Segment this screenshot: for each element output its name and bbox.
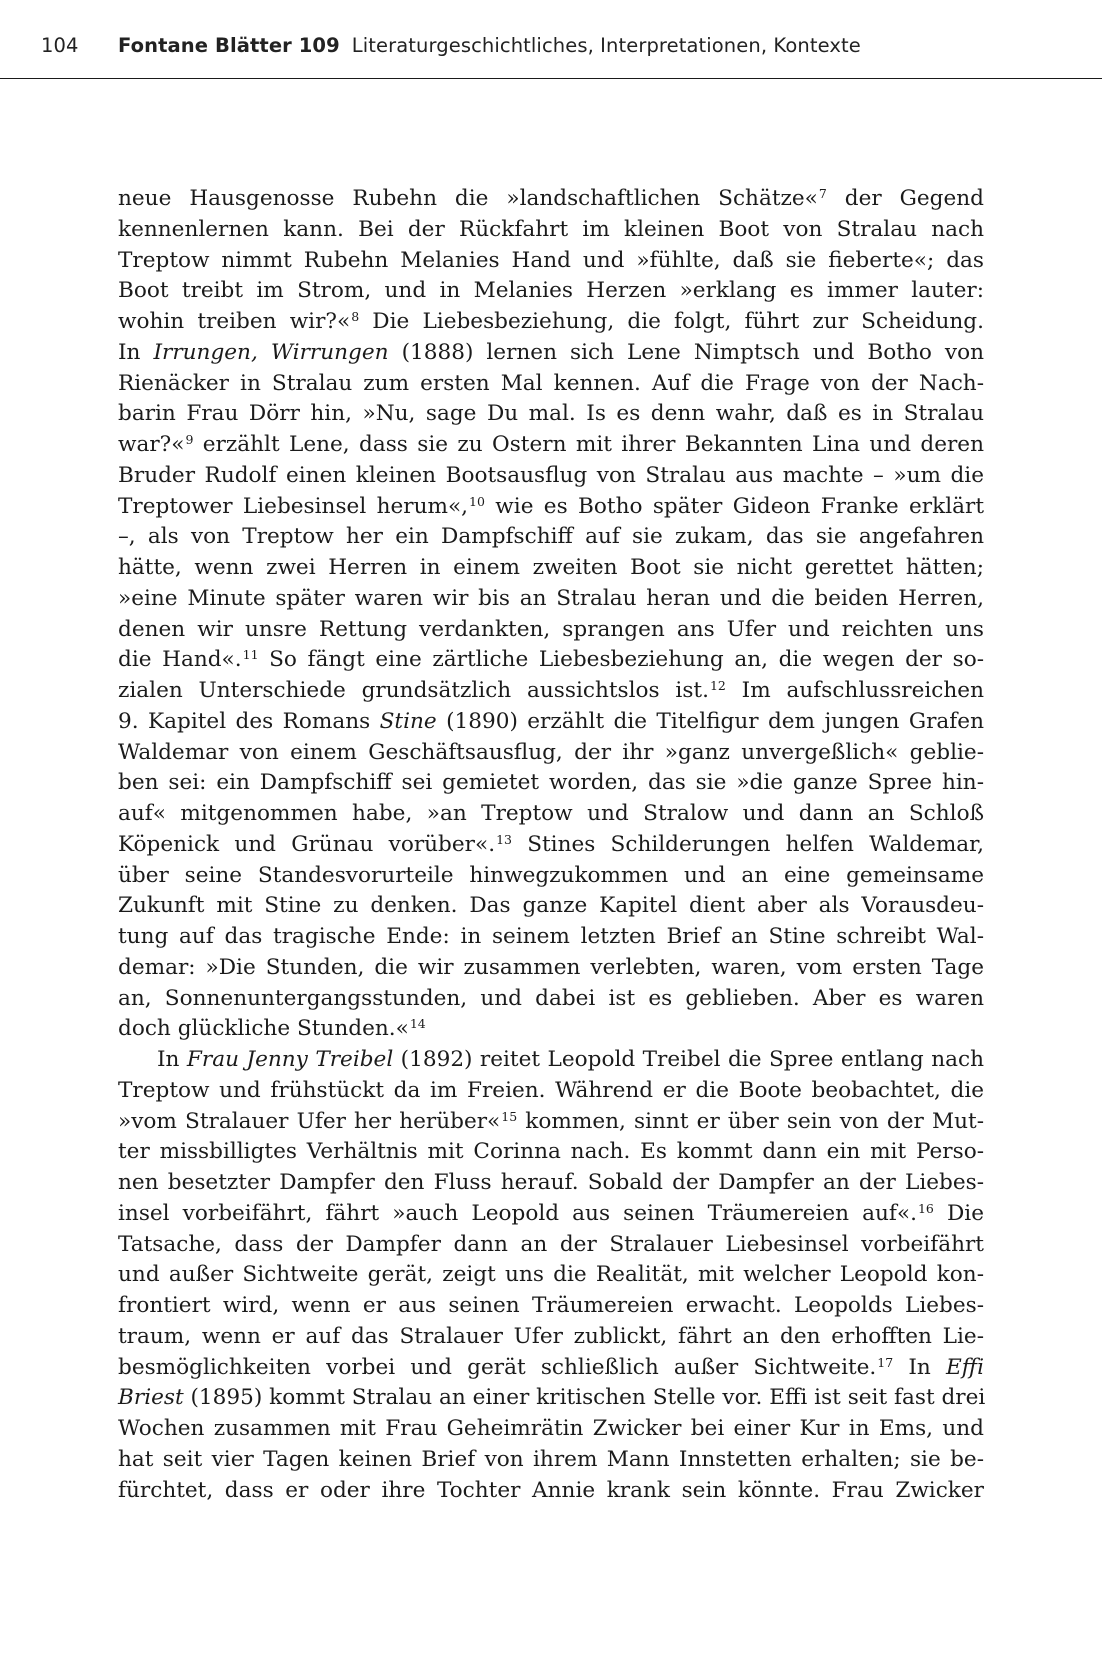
footnote-ref: 8	[351, 309, 360, 324]
body-text	[118, 184, 984, 1506]
text-line: insel vorbeifährt, fährt »auch Leopold aus seinen Träumereien auf«.$^{16}$ Die	[118, 1200, 984, 1226]
text-line: traum, wenn er auf das Stralauer Ufer zublickt, fährt an den erhofften Lie-	[118, 1323, 984, 1349]
text-line: tung auf das tragische Ende: in seinem letzten Brief an Stine schreibt Wal-	[118, 924, 984, 949]
text-line: frontiert wird, wenn er aus seinen Träumereien erwacht. Leopolds Liebes-	[118, 1293, 984, 1318]
text-line: auf« mitgenommen habe, »an Treptow und Stralow und dann an Schloß	[118, 801, 984, 826]
footnote-ref: 13	[496, 831, 512, 847]
text-line: hat seit vier Tagen keinen Brief von ihrem Mann Innstetten erhalten; sie be-	[118, 1446, 984, 1472]
text-line: über seine Standesvorurteile hinwegzukommen und an eine gemeinsame	[118, 862, 984, 888]
text-line: zialen Unterschiede grundsätzlich aussichtslos ist.$^{12}$ Im aufschlussreichen	[118, 678, 984, 703]
text-line: –, als von Treptow her ein Dampfschiff auf sie zukam, das sie angefahren	[118, 524, 984, 550]
text-line: kennenlernen kann. Bei der Rückfahrt im kleinen Boot von Stralau nach	[118, 216, 984, 242]
text-line: Zukunft mit Stine zu denken. Das ganze Kapitel dient aber als Vorausdeu-	[118, 893, 984, 919]
text-line: nen besetzter Dampfer den Fluss herauf. Sobald der Dampfer an der Liebes-	[118, 1170, 984, 1195]
work-title: Frau Jenny Treibel	[186, 1047, 394, 1072]
text-line: ben sei: ein Dampfschiff sei gemietet worden, das sie »die ganze Spree hin-	[118, 770, 984, 796]
text-line: neue Hausgenosse Rubehn die »landschaftlichen Schätze«$^7$ der Gegend	[118, 186, 984, 211]
text-line: barin Frau Dörr hin, »Nu, sage Du mal. Is es denn wahr, daß es in Stralau	[118, 401, 984, 427]
text-line: Boot treibt im Strom, und in Melanies Herzen »erklang es immer lauter:	[118, 278, 984, 304]
text-line: »vom Stralauer Ufer her herüber«$^{15}$ kommen, sinnt er über sein von der Mut-	[118, 1108, 984, 1134]
text-line: Wochen zusammen mit Frau Geheimrätin Zwicker bei einer Kur in Ems, und	[118, 1416, 984, 1441]
text-line: ter missbilligtes Verhältnis mit Corinna nach. Es kommt dann ein mit Perso-	[118, 1139, 984, 1165]
work-title: Irrungen, Wirrungen	[153, 339, 389, 365]
footnote-ref: 15	[501, 1108, 518, 1124]
text-line: demar: »Die Stunden, die wir zusammen verlebten, waren, vom ersten Tage	[118, 954, 984, 980]
footnote-ref: 12	[709, 678, 726, 693]
text-line: Treptower Liebesinsel herum«,$^{10}$ wie es Botho später Gideon Franke erklärt	[118, 493, 984, 519]
footnote-ref: 7	[818, 186, 827, 201]
text-line: und außer Sichtweite gerät, zeigt uns die Realität, mit welcher Leopold kon-	[118, 1262, 984, 1288]
header-rule	[0, 78, 1102, 79]
text-line: hätte, wenn zwei Herren in einem zweiten Boot sie nicht gerettet hätten;	[118, 555, 984, 580]
work-title: Stine	[379, 708, 437, 734]
text-line: wohin treiben wir?«$^8$ Die Liebesbeziehung, die folgt, führt zur Scheidung.	[118, 309, 984, 334]
text-line: Köpenick und Grünau vorüber«.$^{13}$ Stines Schilderungen helfen Waldemar,	[118, 831, 984, 857]
text-line: an, Sonnenuntergangsstunden, und dabei ist es geblieben. Aber es waren	[118, 985, 984, 1011]
text-line: 9. Kapitel des Romans Stine (1890) erzählt die Titelfigur dem jungen Grafen	[118, 708, 984, 734]
text-line: doch glückliche Stunden.«$^{14}$	[118, 1016, 426, 1042]
footnote-ref: 14	[409, 1016, 426, 1032]
journal-title: Fontane Blätter 109	[118, 34, 340, 57]
footnote-ref: 17	[877, 1354, 894, 1370]
section-title: Literaturgeschichtliches, Interpretationen, Kontexte	[351, 34, 861, 57]
work-title: Effi	[946, 1354, 984, 1380]
text-line: denen wir unsre Rettung verdankten, sprangen ans Ufer und reichten uns	[118, 616, 984, 642]
text-line: Rienäcker in Stralau zum ersten Mal kennen. Auf die Frage von der Nach-	[118, 370, 984, 396]
text-line: »eine Minute später waren wir bis an Stralau heran und die beiden Herren,	[118, 585, 984, 611]
text-line: fürchtet, dass er oder ihre Tochter Annie krank sein könnte. Frau Zwicker	[118, 1477, 984, 1503]
footnote-ref: 9	[185, 432, 194, 447]
text-line: die Hand«.$^{11}$ So fängt eine zärtliche Liebesbeziehung an, die wegen der so-	[118, 647, 984, 673]
text-line: Tatsache, dass der Dampfer dann an der Stralauer Liebesinsel vorbeifährt	[118, 1231, 984, 1257]
text-line: Bruder Rudolf einen kleinen Bootsausflug von Stralau aus machte – »um die	[118, 462, 984, 488]
text-line: Treptow und frühstückt da im Freien. Während er die Boote beobachtet, die	[118, 1077, 984, 1103]
text-line: Briest (1895) kommt Stralau an einer kritischen Stelle vor. Effi ist seit fast drei	[118, 1385, 986, 1411]
running-head	[41, 34, 1102, 57]
footnote-ref: 10	[469, 493, 485, 509]
text-line: besmöglichkeiten vorbei und gerät schließlich außer Sichtweite.$^{17}$ In Effi	[118, 1354, 984, 1380]
page-number: 104	[41, 34, 79, 57]
text-line: war?«$^9$ erzählt Lene, dass sie zu Ostern mit ihrer Bekannten Lina und deren	[118, 432, 984, 457]
text-line: Treptow nimmt Rubehn Melanies Hand und »fühlte, daß sie fieberte«; das	[118, 247, 984, 273]
text-line: In Frau Jenny Treibel (1892) reitet Leopold Treibel die Spree entlang nach	[157, 1047, 984, 1072]
work-title: Briest	[118, 1385, 184, 1411]
text-line: Waldemar von einem Geschäftsausflug, der ihr »ganz unvergeßlich« geblie-	[118, 739, 984, 765]
footnote-ref: 16	[917, 1200, 934, 1216]
footnote-ref: 11	[242, 647, 259, 663]
text-line: In Irrungen, Wirrungen (1888) lernen sich Lene Nimptsch und Botho von	[118, 339, 984, 365]
